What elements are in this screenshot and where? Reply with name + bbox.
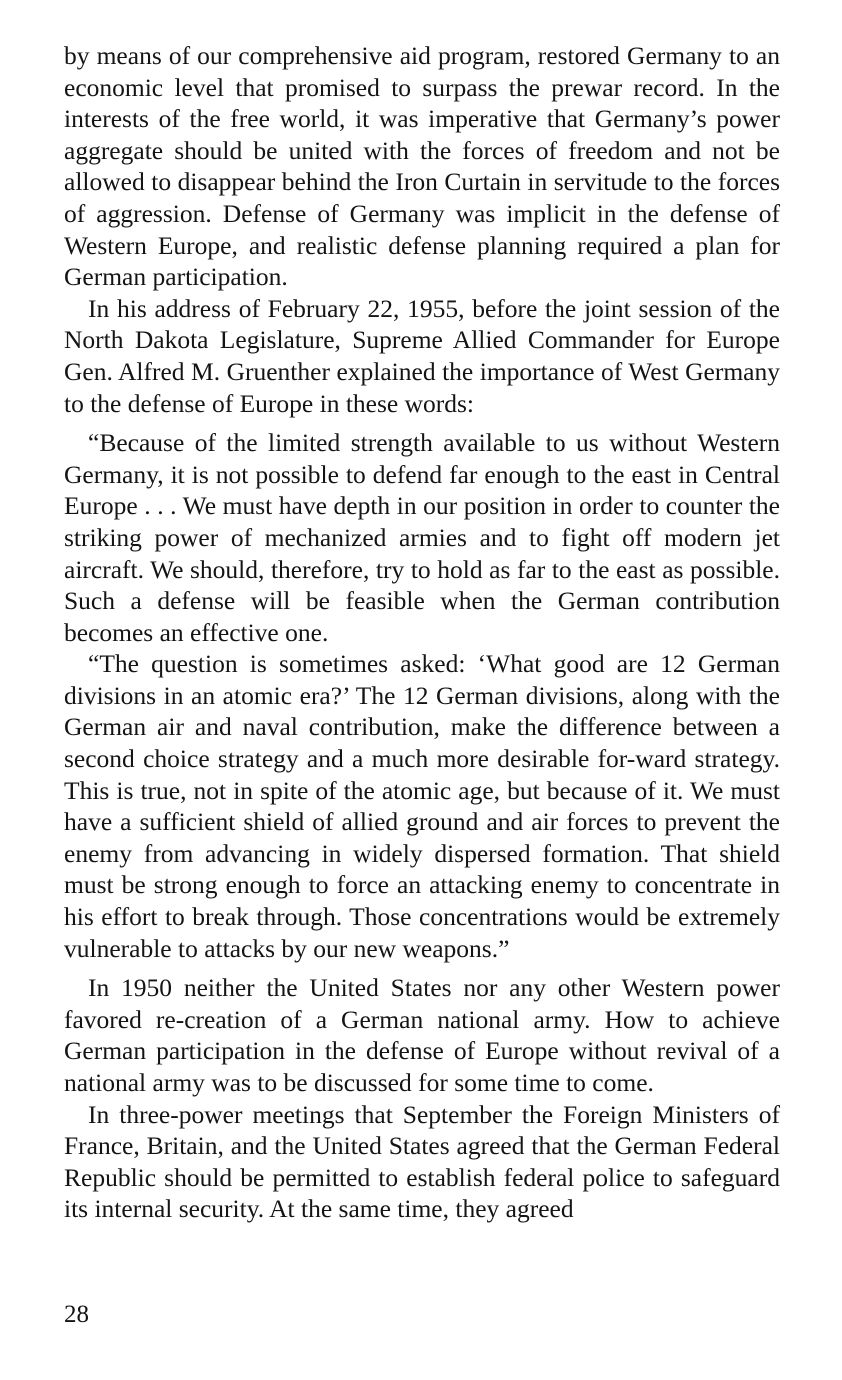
paragraph-aid-program: by means of our comprehensive aid program, restored Germany to an economic level that promised to surpass the prewar record. In the interests of the free world, it was imperative that Germany’s power aggregate should be united with the forces of freedom and not be allowed to disappear behind the Iron Curtain in servitude to the forces of aggression. Defense of Germany was implicit in the defense of Western Europe, and realistic defense planning required a plan for German participation. <box>64 41 780 292</box>
page-body <box>64 40 780 1225</box>
page-number: 28 <box>64 1301 89 1328</box>
paragraph-1950-national-army: In 1950 neither the United States nor any other Western power favored re-creation of a German national army. How to achieve German participation in the defense of Europe without revival of a national army was to be discussed for some time to come. <box>64 973 780 1097</box>
paragraph-quote-limited-strength: “Because of the limited strength available to us without Western Germany, it is not possible to defend far enough to the east in Central Europe . . . We must have depth in our position in order to counter the striking power of mechanized armies and to fight off modern jet aircraft. We should, therefore, try to hold as far to the east as possible. Such a defense will be feasible when the German contribution becomes an effective one. <box>64 428 780 647</box>
paragraph-three-power-meetings: In three-power meetings that September the Foreign Ministers of France, Britain, and the United States agreed that the German Federal Republic should be permitted to establish federal police to safeguard its internal security. At the same time, they agreed <box>64 1099 780 1224</box>
paragraph-gruenther-address: In his address of February 22, 1955, before the joint session of the North Dakota Legislature, Supreme Allied Commander for Europe Gen. Alfred M. Gruenther explained the importance of West Germany to the defense of Europe in these words: <box>64 293 780 418</box>
paragraph-quote-german-divisions: “The question is sometimes asked: ‘What good are 12 German divisions in an atomic era?’ The 12 German divisions, along with the German air and naval contribution, make the difference between a second choice strategy and a much more desirable for-ward strategy. This is true, not in spite of the atomic age, but because of it. We must have a sufficient shield of allied ground and air forces to prevent the enemy from advancing in widely dispersed formation. That shield must be strong enough to force an attacking enemy to concentrate in his effort to break through. Those concentrations would be extremely vulnerable to attacks by our new weapons.” <box>64 649 780 963</box>
